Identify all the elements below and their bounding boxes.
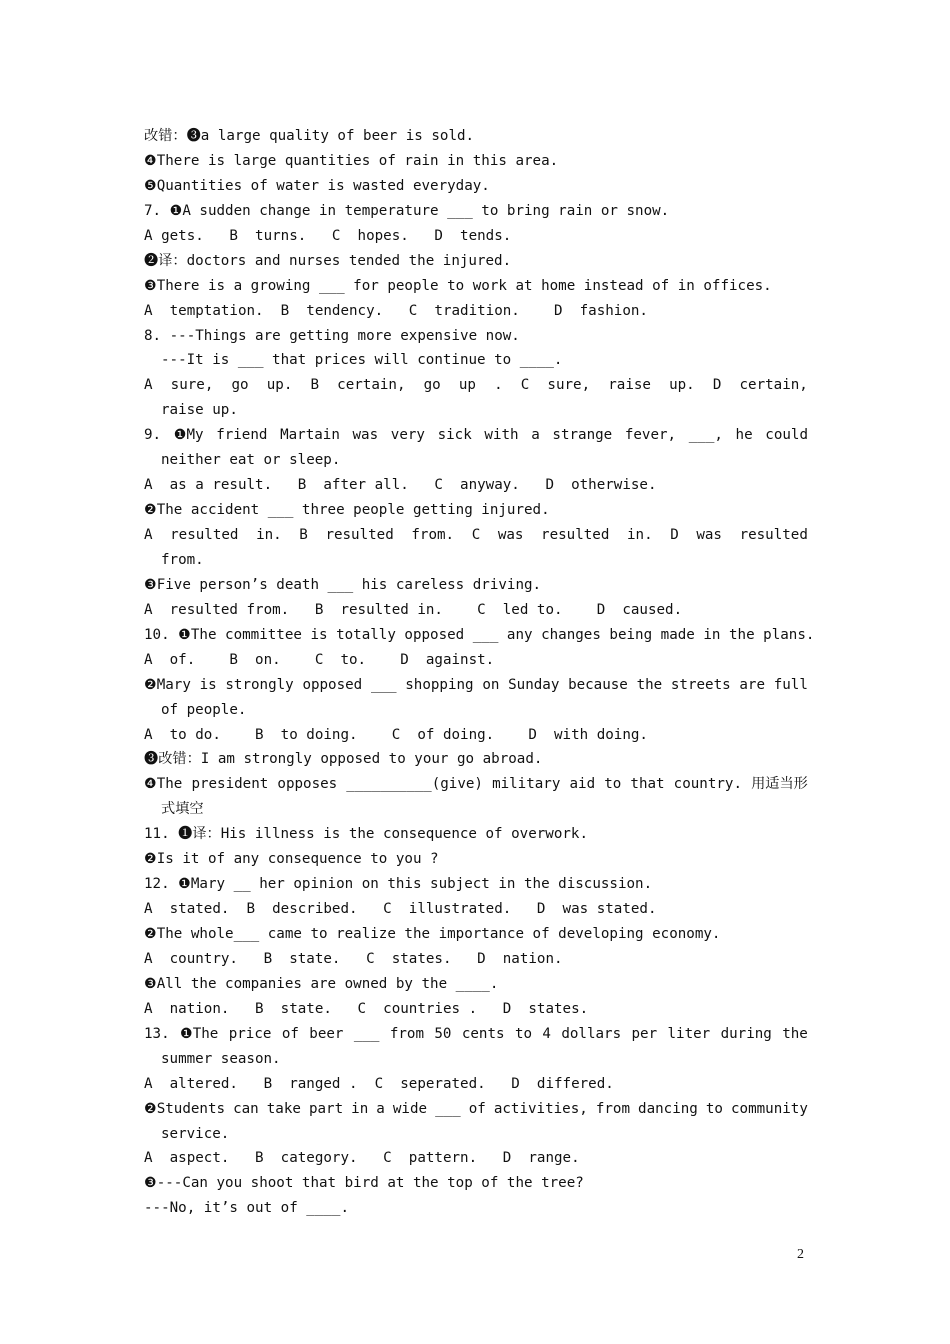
text-line: A nation. B state. C countries . D states. [144,1000,589,1017]
word: in. [626,527,653,543]
document-body [144,124,815,1221]
word: certain, [337,377,406,394]
word: dollars [561,1025,622,1042]
text-line: A stated. B described. C illustrated. D was stated. [144,901,657,918]
word: are [739,676,766,693]
text-line: ❸---Can you shoot that bird at the top of the tree? [144,1175,584,1192]
text-line: 改错：❸a large quality of beer is sold. [144,128,475,144]
page-number: 2 [797,1247,804,1262]
word: because [568,676,628,693]
text-line: 11. ❶译：His illness is the consequence of overwork. [144,826,589,843]
word: B [310,377,320,394]
text-line: raise up. [161,402,238,419]
word: . [494,377,503,394]
word: can [233,1100,259,1117]
word: resulted [739,527,808,543]
text-line: ❸All the companies are owned by the ____. [144,975,499,992]
word: price [228,1025,272,1042]
text-line: 8. ---Things are getting more expensive now. [144,327,520,344]
word: military [492,776,561,793]
text-line [144,1022,808,1047]
word: he [735,427,753,444]
word: up. [266,377,293,394]
word: ❷Mary [144,676,191,693]
word: ___ [353,1025,380,1042]
word: a [376,1100,385,1117]
text-line: ❸There is a growing ___ for people to work at home instead of in offices. [144,277,772,294]
text-line: A resulted from. B resulted in. C led to. D caused. [144,601,683,618]
text-line: ❹There is large quantities of rain in this area. [144,152,559,169]
text-line: A of. B on. C to. D against. [144,651,495,668]
text-line: A temptation. B tendency. C tradition. D fashion. [144,302,648,319]
word: Martain [280,427,340,444]
text-line: A to do. B to doing. C of doing. D with doing. [144,726,648,743]
text-line [144,423,808,448]
text-line: 式填空 [161,801,204,818]
word: up. [669,377,695,394]
word: D [670,527,679,543]
text-line: of people. [161,701,247,718]
text-line: ❷The whole___ came to realize the importance of developing economy. [144,926,721,942]
word: ___, [688,427,723,444]
word: of [468,1100,486,1117]
text-line: service. [161,1125,230,1142]
word: resulted [541,527,610,543]
word: from [595,1100,631,1117]
word: from [389,1025,424,1042]
word: was [696,527,722,543]
text-line [144,373,808,398]
word: beer [309,1025,344,1042]
word: up [458,377,476,394]
word: streets [670,676,731,693]
word: in [351,1100,369,1117]
word: ❹The [144,776,183,793]
word: go [231,377,249,394]
word: C [471,527,481,543]
word: was [497,527,524,543]
text-line: ---No, it’s out of ____. [144,1200,349,1217]
word: C [520,377,530,394]
word: activities, [493,1100,588,1117]
word: 13. [144,1025,170,1042]
text-line: ❸改错：I am strongly opposed to your go abroad. [144,751,543,768]
word: ___ [370,676,397,693]
word: to [514,1025,533,1042]
word: during [720,1025,772,1042]
word: fever, [624,427,677,444]
word: to [604,776,622,793]
text-line: ---It is ___ that prices will continue to ____. [161,352,563,369]
text-line: ❷Is it of any consequence to you ? [144,851,439,868]
word: of [281,1025,299,1042]
word: country. [673,776,743,793]
word: on [482,676,500,693]
word: take [266,1100,301,1117]
word: A [144,527,153,543]
word: is [199,676,217,693]
text-line [144,1097,808,1122]
text-line [144,772,808,797]
word: shopping [405,676,474,693]
word: ❶My [173,427,204,444]
word: 4 [542,1025,551,1042]
word: that [630,776,665,793]
word: per [631,1025,658,1042]
word: the [636,676,663,693]
word: aid [569,776,596,793]
word: strongly [225,676,294,693]
word: resulted [325,527,394,543]
word: Sunday [508,676,560,693]
word: from. [411,527,455,543]
text-line: 12. ❶Mary __ her opinion on this subject in the discussion. [144,876,653,893]
word: D [712,377,722,394]
word: in. [256,527,282,543]
word: opposed [302,676,363,693]
word: raise [608,377,651,394]
word: the [782,1025,808,1042]
word: strange [552,427,613,444]
word: wide [392,1100,428,1117]
word: resulted [170,527,239,543]
word: ❷Students [144,1100,226,1117]
word: sure, [547,377,591,394]
text-line: ❺Quantities of water is wasted everyday. [144,177,490,194]
word: B [299,527,308,543]
word: certain, [739,377,808,394]
word: liter [667,1025,711,1042]
word: president [191,776,269,793]
text-line: A as a result. B after all. C anyway. D otherwise. [144,477,657,494]
text-line: from. [161,551,204,568]
text-line [144,673,808,698]
word: ___ [435,1100,461,1117]
text-line: A gets. B turns. C hopes. D tends. [144,227,512,244]
word: ❶The [180,1025,219,1042]
text-line: 10. ❶The committee is totally opposed ___ any changes being made in the plans. [144,626,815,643]
word: very [390,427,425,444]
word: sick [437,427,472,444]
text-line: ❸Five person’s death ___ his careless driving. [144,576,542,593]
word: sure, [170,377,214,394]
text-line [144,523,808,548]
text-line: A altered. B ranged . C seperated. D differed. [144,1075,614,1092]
text-line: ❷译：doctors and nurses tended the injured. [144,252,512,269]
word: part [308,1100,344,1117]
text-line: neither eat or sleep. [161,452,341,469]
text-line: ❷The accident ___ three people getting injured. [144,502,550,519]
text-line: summer season. [161,1050,281,1067]
word: to [705,1100,723,1117]
word: with [484,427,519,444]
word: 50 [434,1025,452,1042]
word: A [144,377,153,394]
word: 9. [144,427,162,444]
text-line: A country. B state. C states. D nation. [144,950,563,967]
word: a [531,427,540,444]
word: community [731,1100,808,1117]
word: 用适当形 [751,776,808,793]
word: dancing [638,1100,698,1117]
word: friend [216,427,268,444]
word: go [423,377,441,394]
word: could [765,427,808,444]
word: was [352,427,379,444]
word: opposes [277,776,338,793]
text-line: A aspect. B category. C pattern. D range. [144,1150,580,1167]
word: full [773,676,808,693]
word: cents [461,1025,505,1042]
word: __________(give) [346,776,483,793]
text-line: 7. ❶A sudden change in temperature ___ to bring rain or snow. [144,202,670,219]
